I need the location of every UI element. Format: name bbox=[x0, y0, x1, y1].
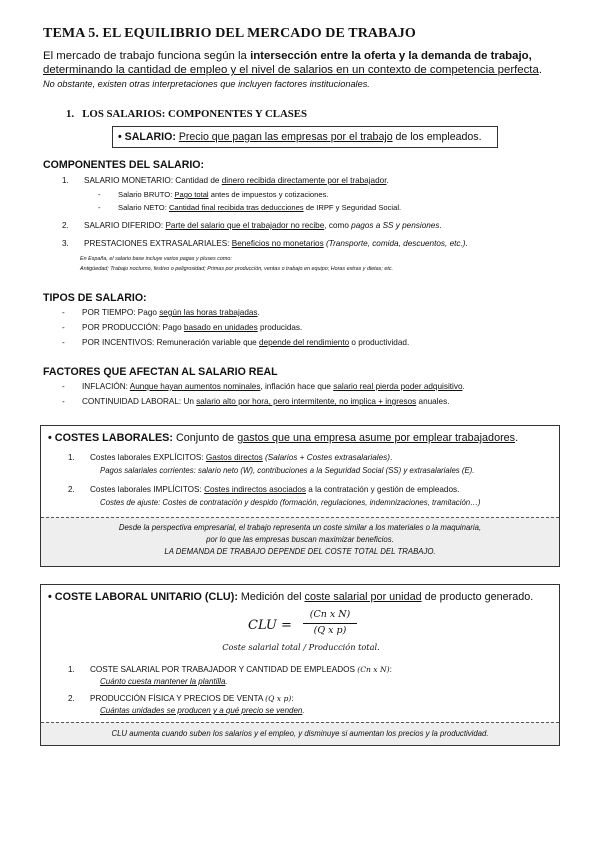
costes-label: • COSTES LABORALES: bbox=[48, 432, 173, 444]
item-tail: . bbox=[302, 706, 305, 715]
item-math: (Q x p) bbox=[265, 694, 292, 703]
intro-line-1 bbox=[43, 49, 583, 63]
item-tail: producidas. bbox=[257, 323, 303, 332]
item-number: 2. bbox=[62, 221, 69, 230]
item-number: 1. bbox=[62, 176, 69, 185]
item-number: 2. bbox=[68, 485, 75, 494]
item-dash: - bbox=[62, 308, 65, 317]
footer-line: LA DEMANDA DE TRABAJO DEPENDE DEL COSTE TOTAL DEL TRABAJO. bbox=[164, 547, 436, 556]
item-lead: Costes laborales IMPLÍCITOS: bbox=[90, 485, 205, 494]
item-lead: SALARIO MONETARIO: Cantidad de bbox=[84, 176, 222, 185]
item-lead: PRESTACIONES EXTRASALARIALES: bbox=[84, 239, 232, 248]
componentes-note-2: Antigüedad; Trabajo nocturno, festivo o peligrosidad; Primas por producción, ventas o trabajo en equipo; Horas extras y dietas; etc. bbox=[80, 266, 394, 272]
intro-text: El mercado de trabajo funciona según la bbox=[43, 50, 251, 62]
salario-rest: de los empleados. bbox=[392, 131, 482, 143]
item-lead: Salario NETO: bbox=[118, 203, 169, 212]
salario-definition: Precio que pagan las empresas por el trabajo bbox=[178, 131, 393, 143]
list-item bbox=[62, 338, 409, 347]
clu-fraction-bar bbox=[303, 623, 357, 624]
item-tail: : bbox=[389, 665, 392, 674]
item-dash: - bbox=[62, 338, 65, 347]
costes-text: Conjunto de bbox=[172, 432, 238, 444]
clu-formula-numerator: (Cn x N) bbox=[309, 609, 351, 620]
section-title: LOS SALARIOS: COMPONENTES Y CLASES bbox=[82, 108, 308, 120]
clu-tail: de producto generado. bbox=[421, 591, 534, 603]
item-underlined: dinero recibida directamente por el trabajador bbox=[221, 176, 387, 185]
costes-tail: . bbox=[515, 432, 519, 444]
salario-label: • SALARIO: bbox=[118, 131, 176, 143]
item-underlined: según las horas trabajadas bbox=[159, 308, 258, 317]
clu-underlined: coste salarial por unidad bbox=[304, 591, 422, 603]
item-underlined: Parte del salario que el trabajador no recibe bbox=[165, 221, 325, 230]
clu-heading-line bbox=[41, 585, 559, 603]
clu-formula-denominator: (Q x p) bbox=[313, 625, 347, 636]
item-italic: pagos a SS y pensiones bbox=[351, 221, 440, 230]
item-tail: antes de impuestos y cotizaciones. bbox=[208, 190, 329, 199]
list-item bbox=[62, 323, 302, 332]
item-lead: PRODUCCIÓN FÍSICA Y PRECIOS DE VENTA bbox=[90, 694, 266, 703]
clu-formula-lhs: CLU = bbox=[248, 618, 292, 633]
item-underlined: depende del rendimiento bbox=[259, 338, 350, 347]
clu-formula-caption: Coste salarial total / Producción total. bbox=[222, 642, 380, 652]
intro-bold: intersección entre la oferta y la demanda de trabajo, bbox=[250, 50, 532, 62]
item-tail: . bbox=[389, 453, 393, 462]
explicitos-detail: Pagos salariales corrientes: salario neto (W), contribuciones a la Seguridad Social (SS) y extrasalariales (E). bbox=[100, 466, 475, 475]
item-underlined: Pago total bbox=[174, 190, 209, 199]
tipos-heading: TIPOS DE SALARIO: bbox=[43, 292, 147, 304]
item-tail: . bbox=[465, 239, 468, 248]
item-underlined: Costes indirectos asociados bbox=[204, 485, 307, 494]
list-item bbox=[62, 176, 389, 185]
clu-footer-note: CLU aumenta cuando suben los salarios y el empleo, y disminuye si aumentan los precios y la productividad. bbox=[41, 722, 559, 745]
item-dash: - bbox=[98, 190, 101, 199]
item-underlined: Beneficios no monetarios bbox=[231, 239, 324, 248]
intro-line-3: No obstante, existen otras interpretaciones que incluyen factores institucionales. bbox=[43, 79, 370, 89]
intro-paragraph bbox=[43, 49, 583, 91]
list-item bbox=[68, 453, 392, 462]
item-underlined: salario real pierda poder adquisitivo bbox=[333, 382, 463, 391]
item-dash: - bbox=[62, 382, 65, 391]
item-number: 1. bbox=[68, 665, 75, 674]
item-tail: . bbox=[386, 176, 389, 185]
item-dash: - bbox=[98, 203, 101, 212]
costes-heading-line bbox=[41, 426, 559, 444]
item-math: (Cn x N) bbox=[357, 665, 390, 674]
list-item bbox=[62, 239, 468, 248]
clu-label: • COSTE LABORAL UNITARIO (CLU): bbox=[48, 591, 238, 603]
item-italic: (Salarios + Costes extrasalariales) bbox=[262, 453, 390, 462]
costes-laborales-box bbox=[40, 425, 560, 567]
item-tail: . bbox=[439, 221, 442, 230]
list-item-detail bbox=[100, 677, 228, 686]
item-number: 2. bbox=[68, 694, 75, 703]
list-item bbox=[98, 203, 401, 212]
item-lead: Costes laborales EXPLÍCITOS: bbox=[90, 453, 206, 462]
footer-line: Desde la perspectiva empresarial, el trabajo representa un coste similar a los materiales o la maquinaria, bbox=[118, 523, 482, 532]
item-underlined: Cuántas unidades se producen y a qué precio se venden bbox=[100, 706, 303, 715]
item-italic: (Transporte, comida, descuentos, etc.) bbox=[325, 239, 466, 248]
section-1-heading bbox=[66, 108, 307, 120]
item-underlined: salario alto por hora, pero intermitente, no implica + ingresos bbox=[196, 397, 417, 406]
item-lead: POR PRODUCCIÓN: Pago bbox=[82, 323, 184, 332]
item-underlined: basado en unidades bbox=[183, 323, 258, 332]
item-lead: INFLACIÓN: bbox=[82, 382, 130, 391]
salario-definition-box bbox=[112, 126, 498, 148]
list-item bbox=[62, 308, 260, 317]
item-lead: Salario BRUTO: bbox=[118, 190, 175, 199]
item-tail: , inflación hace que bbox=[260, 382, 334, 391]
costes-underlined: gastos que una empresa asume por emplear trabajadores bbox=[237, 432, 516, 444]
item-lead: COSTE SALARIAL POR TRABAJADOR Y CANTIDAD DE EMPLEADOS bbox=[90, 665, 358, 674]
item-lead: POR TIEMPO: Pago bbox=[82, 308, 160, 317]
componentes-note-1: En España, el salario base incluye varios pagas y pluses como: bbox=[80, 256, 232, 262]
intro-underlined: determinando la cantidad de empleo y el nivel de salarios en un contexto de competencia perfecta bbox=[43, 64, 539, 76]
item-tail: o productividad. bbox=[349, 338, 410, 347]
item-tail: a la contratación y gestión de empleados. bbox=[306, 485, 460, 494]
item-lead: CONTINUIDAD LABORAL: Un bbox=[82, 397, 197, 406]
item-tail: : bbox=[291, 694, 294, 703]
list-item bbox=[62, 382, 465, 391]
item-dash: - bbox=[62, 323, 65, 332]
item-underlined: Aunque hayan aumentos nominales bbox=[129, 382, 261, 391]
list-item bbox=[62, 221, 442, 230]
item-tail: . bbox=[225, 677, 228, 686]
item-tail: anuales. bbox=[416, 397, 450, 406]
item-tail: de IRPF y Seguridad Social. bbox=[303, 203, 402, 212]
componentes-heading: COMPONENTES DEL SALARIO: bbox=[43, 159, 205, 171]
list-item bbox=[68, 485, 459, 494]
list-item bbox=[62, 397, 449, 406]
costes-footer-note bbox=[41, 517, 559, 566]
item-dash: - bbox=[62, 397, 65, 406]
intro-period: . bbox=[538, 64, 542, 76]
list-item-detail bbox=[100, 706, 305, 715]
clu-text: Medición del bbox=[237, 591, 305, 603]
item-tail: . bbox=[257, 308, 260, 317]
intro-line-2 bbox=[43, 63, 583, 77]
item-number: 1. bbox=[68, 453, 75, 462]
list-item bbox=[68, 694, 294, 703]
list-item bbox=[98, 190, 329, 199]
page-title: TEMA 5. EL EQUILIBRIO DEL MERCADO DE TRABAJO bbox=[43, 26, 416, 41]
item-lead: POR INCENTIVOS: Remuneración variable que bbox=[82, 338, 260, 347]
item-lead: SALARIO DIFERIDO: bbox=[84, 221, 166, 230]
item-tail: . bbox=[462, 382, 465, 391]
factores-heading: FACTORES QUE AFECTAN AL SALARIO REAL bbox=[43, 366, 278, 378]
item-underlined: Cantidad final recibida tras deducciones bbox=[168, 203, 304, 212]
section-number: 1. bbox=[66, 108, 75, 120]
item-underlined: Cuánto cuesta mantener la plantilla bbox=[100, 677, 226, 686]
item-tail: , como bbox=[324, 221, 352, 230]
clu-box bbox=[40, 584, 560, 746]
item-number: 3. bbox=[62, 239, 69, 248]
footer-line: por lo que las empresas buscan maximizar beneficios. bbox=[206, 535, 394, 544]
item-underlined: Gastos directos bbox=[205, 453, 263, 462]
list-item bbox=[68, 665, 392, 674]
implicitos-detail: Costes de ajuste: Costes de contratación y despido (formación, regulaciones, indemnizaciones, tramitación…) bbox=[100, 498, 481, 507]
